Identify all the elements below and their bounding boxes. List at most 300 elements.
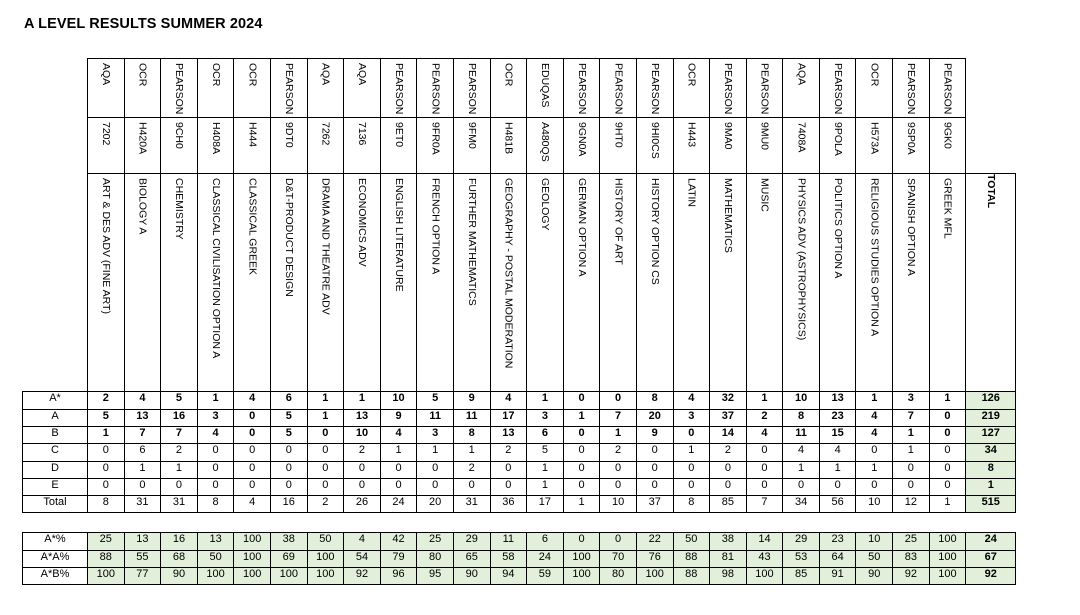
- code-cell: [270, 118, 307, 174]
- value-cell: 6: [270, 392, 307, 409]
- grade_rows-row: [23, 409, 1016, 426]
- code-cell: [746, 118, 783, 174]
- code-cell: [600, 118, 637, 174]
- value-cell: 5: [527, 444, 564, 461]
- value-cell: 9: [380, 409, 417, 426]
- value-cell: 12: [893, 496, 930, 513]
- value-cell: 31: [161, 496, 198, 513]
- value-cell: 2: [600, 444, 637, 461]
- value-cell: 58: [490, 550, 527, 567]
- value-cell: 36: [490, 496, 527, 513]
- exam-board: OCR: [685, 63, 698, 87]
- value-cell: 32: [710, 392, 747, 409]
- subject-name-cell: [161, 174, 198, 392]
- exam-board: OCR: [868, 63, 881, 87]
- value-cell: 1: [197, 392, 234, 409]
- value-cell: 0: [673, 478, 710, 495]
- exam-board: PEARSON: [758, 63, 771, 115]
- value-cell: 37: [636, 496, 673, 513]
- value-cell: 1: [307, 409, 344, 426]
- subject-name: GEOGRAPHY - POSTAL MODERATION: [502, 178, 515, 369]
- value-cell: 11: [490, 533, 527, 550]
- board-cell: [746, 59, 783, 118]
- exam-board: PEARSON: [465, 63, 478, 115]
- value-cell: 0: [88, 444, 125, 461]
- value-cell: 0: [197, 444, 234, 461]
- value-cell: 95: [417, 568, 454, 585]
- code-cell: [636, 118, 673, 174]
- grade_rows-row: [23, 478, 1016, 495]
- subject-code: A480QS: [539, 122, 552, 163]
- value-cell: 54: [344, 550, 381, 567]
- value-cell: 0: [819, 478, 856, 495]
- board-cell: [270, 59, 307, 118]
- board-cell: [527, 59, 564, 118]
- value-cell: 91: [819, 568, 856, 585]
- value-cell: 4: [344, 533, 381, 550]
- value-cell: 65: [453, 550, 490, 567]
- row-total: 1: [966, 478, 1016, 495]
- value-cell: 0: [234, 409, 271, 426]
- row-total: 34: [966, 444, 1016, 461]
- code-cell: [234, 118, 271, 174]
- value-cell: 6: [527, 426, 564, 443]
- row-total: 67: [966, 550, 1016, 567]
- value-cell: 3: [417, 426, 454, 443]
- subject-code: H443: [685, 122, 698, 148]
- value-cell: 0: [270, 478, 307, 495]
- grade_rows-row: [23, 392, 1016, 409]
- board-cell: [636, 59, 673, 118]
- code-cell: [88, 118, 125, 174]
- value-cell: 0: [380, 478, 417, 495]
- value-cell: 0: [636, 478, 673, 495]
- value-cell: 1: [417, 444, 454, 461]
- subject-name: LATIN: [685, 178, 698, 208]
- percent_rows-row: [23, 568, 1016, 585]
- exam-board: PEARSON: [283, 63, 296, 115]
- subject-name: GERMAN OPTION A: [575, 178, 588, 277]
- value-cell: 90: [856, 568, 893, 585]
- board-cell: [417, 59, 454, 118]
- board-cell: [893, 59, 930, 118]
- subject-code: H444: [246, 122, 259, 148]
- value-cell: 4: [234, 496, 271, 513]
- value-cell: 0: [563, 478, 600, 495]
- value-cell: 22: [636, 533, 673, 550]
- value-cell: 25: [88, 533, 125, 550]
- row-total: 92: [966, 568, 1016, 585]
- value-cell: 0: [563, 392, 600, 409]
- subject-code: 9ET0: [392, 122, 405, 148]
- value-cell: 100: [234, 568, 271, 585]
- subject-name-cell: [893, 174, 930, 392]
- value-cell: 4: [380, 426, 417, 443]
- value-cell: 10: [856, 533, 893, 550]
- subject-name: FRENCH OPTION A: [429, 178, 442, 275]
- board-cell: [380, 59, 417, 118]
- value-cell: 88: [673, 550, 710, 567]
- subject-name-cell: [417, 174, 454, 392]
- value-cell: 7: [893, 409, 930, 426]
- exam-board: PEARSON: [173, 63, 186, 115]
- value-cell: 100: [234, 550, 271, 567]
- value-cell: 1: [929, 496, 966, 513]
- board-cell: [929, 59, 966, 118]
- value-cell: 13: [197, 533, 234, 550]
- exam-board: EDUQAS: [539, 63, 552, 108]
- value-cell: 100: [746, 568, 783, 585]
- value-cell: 94: [490, 568, 527, 585]
- value-cell: 7: [600, 409, 637, 426]
- value-cell: 1: [527, 392, 564, 409]
- total-corner: [966, 59, 1016, 174]
- code-cell: [819, 118, 856, 174]
- value-cell: 31: [453, 496, 490, 513]
- value-cell: 0: [929, 444, 966, 461]
- board-cell: [88, 59, 125, 118]
- value-cell: 17: [490, 409, 527, 426]
- value-cell: 5: [270, 426, 307, 443]
- percent_rows-row: [23, 533, 1016, 550]
- exam-board: OCR: [246, 63, 259, 87]
- subject-code: 9POLA: [831, 122, 844, 157]
- board-cell: [819, 59, 856, 118]
- subject-name: CHEMISTRY: [173, 178, 186, 241]
- subject-name: PHYSICS ADV (ASTROPHYSICS): [795, 178, 808, 341]
- row-label: D: [23, 461, 88, 478]
- value-cell: 23: [819, 533, 856, 550]
- subject-code: 9HT0: [612, 122, 625, 149]
- value-cell: 2: [88, 392, 125, 409]
- value-cell: 0: [746, 461, 783, 478]
- value-cell: 25: [417, 533, 454, 550]
- subject-name: DRAMA AND THEATRE ADV: [319, 178, 332, 316]
- value-cell: 1: [563, 496, 600, 513]
- value-cell: 31: [124, 496, 161, 513]
- value-cell: 1: [893, 444, 930, 461]
- subject-name-cell: [527, 174, 564, 392]
- subject-code: 9FR0A: [429, 122, 442, 156]
- subject-code: 7262: [319, 122, 332, 146]
- value-cell: 4: [856, 426, 893, 443]
- code-cell: [124, 118, 161, 174]
- subject-code: 7408A: [795, 122, 808, 153]
- value-cell: 9: [636, 426, 673, 443]
- subject-code: H573A: [868, 122, 881, 155]
- value-cell: 0: [600, 392, 637, 409]
- row-label: A*A%: [23, 550, 88, 567]
- row-total: 127: [966, 426, 1016, 443]
- value-cell: 29: [783, 533, 820, 550]
- page-title: A LEVEL RESULTS SUMMER 2024: [24, 16, 263, 32]
- value-cell: 0: [417, 461, 454, 478]
- value-cell: 0: [710, 478, 747, 495]
- value-cell: 8: [636, 392, 673, 409]
- value-cell: 0: [307, 426, 344, 443]
- value-cell: 8: [88, 496, 125, 513]
- row-label: A*B%: [23, 568, 88, 585]
- code-cell: [710, 118, 747, 174]
- value-cell: 3: [197, 409, 234, 426]
- code-cell: [929, 118, 966, 174]
- value-cell: 1: [783, 461, 820, 478]
- value-cell: 4: [490, 392, 527, 409]
- code-cell: [380, 118, 417, 174]
- subject-name-cell: [453, 174, 490, 392]
- spacer-cell: [23, 513, 1016, 533]
- code-cell: [161, 118, 198, 174]
- value-cell: 7: [161, 426, 198, 443]
- value-cell: 0: [307, 478, 344, 495]
- value-cell: 1: [453, 444, 490, 461]
- value-cell: 20: [636, 409, 673, 426]
- value-cell: 68: [161, 550, 198, 567]
- value-cell: 1: [856, 461, 893, 478]
- value-cell: 100: [636, 568, 673, 585]
- value-cell: 8: [783, 409, 820, 426]
- grade_rows-row: [23, 496, 1016, 513]
- value-cell: 13: [819, 392, 856, 409]
- value-cell: 0: [856, 478, 893, 495]
- value-cell: 0: [234, 444, 271, 461]
- subject-code: 9HI0CS: [648, 122, 661, 160]
- subject-name: RELIGIOUS STUDIES OPTION A: [868, 178, 881, 337]
- subject-name-cell: [344, 174, 381, 392]
- exam-board: OCR: [209, 63, 222, 87]
- board-row: [23, 59, 1016, 118]
- value-cell: 2: [453, 461, 490, 478]
- subject-name-cell: [600, 174, 637, 392]
- value-cell: 100: [307, 568, 344, 585]
- value-cell: 13: [124, 409, 161, 426]
- value-cell: 0: [563, 461, 600, 478]
- spacer-row: [23, 513, 1016, 533]
- value-cell: 13: [344, 409, 381, 426]
- value-cell: 70: [600, 550, 637, 567]
- value-cell: 55: [124, 550, 161, 567]
- value-cell: 92: [893, 568, 930, 585]
- subject-code: 7202: [100, 122, 113, 146]
- exam-board: OCR: [136, 63, 149, 87]
- board-cell: [124, 59, 161, 118]
- subject-name-cell: [710, 174, 747, 392]
- value-cell: 1: [563, 409, 600, 426]
- subject-name-cell: [490, 174, 527, 392]
- value-cell: 80: [417, 550, 454, 567]
- value-cell: 7: [746, 496, 783, 513]
- value-cell: 38: [270, 533, 307, 550]
- value-cell: 0: [600, 478, 637, 495]
- code-cell: [893, 118, 930, 174]
- value-cell: 0: [490, 461, 527, 478]
- value-cell: 16: [270, 496, 307, 513]
- value-cell: 4: [124, 392, 161, 409]
- subject-name-cell: [783, 174, 820, 392]
- value-cell: 5: [270, 409, 307, 426]
- value-cell: 90: [161, 568, 198, 585]
- board-cell: [234, 59, 271, 118]
- subject-name-cell: [929, 174, 966, 392]
- value-cell: 4: [856, 409, 893, 426]
- value-cell: 1: [527, 478, 564, 495]
- value-cell: 1: [88, 426, 125, 443]
- code-cell: [453, 118, 490, 174]
- value-cell: 81: [710, 550, 747, 567]
- subject-code: 9MU0: [758, 122, 771, 151]
- value-cell: 14: [710, 426, 747, 443]
- value-cell: 1: [929, 392, 966, 409]
- subject-name: SPANISH OPTION A: [905, 178, 918, 277]
- exam-board: PEARSON: [648, 63, 661, 115]
- value-cell: 0: [673, 426, 710, 443]
- row-total: 24: [966, 533, 1016, 550]
- value-cell: 85: [710, 496, 747, 513]
- value-cell: 0: [783, 478, 820, 495]
- value-cell: 4: [746, 426, 783, 443]
- value-cell: 100: [234, 533, 271, 550]
- value-cell: 0: [234, 461, 271, 478]
- value-cell: 0: [563, 426, 600, 443]
- value-cell: 24: [527, 550, 564, 567]
- row-label: A*: [23, 392, 88, 409]
- subject-name: BIOLOGY A: [136, 178, 149, 235]
- value-cell: 0: [380, 461, 417, 478]
- value-cell: 2: [307, 496, 344, 513]
- board-cell: [307, 59, 344, 118]
- value-cell: 50: [197, 550, 234, 567]
- value-cell: 1: [124, 461, 161, 478]
- subject-name: ECONOMICS ADV: [356, 178, 369, 268]
- subject-name-cell: [197, 174, 234, 392]
- value-cell: 0: [929, 478, 966, 495]
- code-cell: [490, 118, 527, 174]
- total-header-cell: [966, 174, 1016, 392]
- value-cell: 79: [380, 550, 417, 567]
- subject-name-cell: [270, 174, 307, 392]
- subject-name: MATHEMATICS: [722, 178, 735, 254]
- value-cell: 0: [563, 533, 600, 550]
- value-cell: 16: [161, 409, 198, 426]
- value-cell: 0: [270, 444, 307, 461]
- value-cell: 100: [563, 568, 600, 585]
- value-cell: 0: [600, 533, 637, 550]
- value-cell: 3: [673, 409, 710, 426]
- value-cell: 90: [453, 568, 490, 585]
- value-cell: 0: [270, 461, 307, 478]
- board-cell: [490, 59, 527, 118]
- value-cell: 76: [636, 550, 673, 567]
- grade_rows-row: [23, 461, 1016, 478]
- value-cell: 100: [197, 568, 234, 585]
- value-cell: 5: [88, 409, 125, 426]
- value-cell: 25: [893, 533, 930, 550]
- board-cell: [673, 59, 710, 118]
- subject-name: HISTORY OF ART: [612, 178, 625, 266]
- value-cell: 88: [673, 568, 710, 585]
- subject-code: 9SP0A: [905, 122, 918, 156]
- value-cell: 3: [527, 409, 564, 426]
- value-cell: 10: [380, 392, 417, 409]
- row-label: E: [23, 478, 88, 495]
- subject-name-cell: [124, 174, 161, 392]
- value-cell: 43: [746, 550, 783, 567]
- value-cell: 100: [929, 550, 966, 567]
- subject-name-cell: [307, 174, 344, 392]
- value-cell: 4: [197, 426, 234, 443]
- value-cell: 10: [856, 496, 893, 513]
- exam-board: PEARSON: [429, 63, 442, 115]
- exam-board: OCR: [502, 63, 515, 87]
- subject-name: D&T-PRODUCT DESIGN: [283, 178, 296, 298]
- value-cell: 13: [124, 533, 161, 550]
- subject-name-cell: [380, 174, 417, 392]
- value-cell: 29: [453, 533, 490, 550]
- value-cell: 2: [344, 444, 381, 461]
- subject-name-cell: [819, 174, 856, 392]
- value-cell: 0: [636, 444, 673, 461]
- subject-name: ART & DES ADV (FINE ART): [100, 178, 113, 315]
- value-cell: 4: [234, 392, 271, 409]
- row-label: B: [23, 426, 88, 443]
- value-cell: 0: [710, 461, 747, 478]
- value-cell: 1: [527, 461, 564, 478]
- value-cell: 0: [197, 461, 234, 478]
- exam-board: PEARSON: [392, 63, 405, 115]
- row-label: A*%: [23, 533, 88, 550]
- value-cell: 1: [893, 426, 930, 443]
- subject-code: 7136: [356, 122, 369, 146]
- value-cell: 15: [819, 426, 856, 443]
- code-cell: [673, 118, 710, 174]
- value-cell: 37: [710, 409, 747, 426]
- exam-board: PEARSON: [905, 63, 918, 115]
- value-cell: 11: [783, 426, 820, 443]
- value-cell: 16: [161, 533, 198, 550]
- subject-code: H408A: [209, 122, 222, 155]
- value-cell: 0: [197, 478, 234, 495]
- code-cell: [783, 118, 820, 174]
- value-cell: 1: [380, 444, 417, 461]
- value-cell: 0: [88, 461, 125, 478]
- value-cell: 8: [673, 496, 710, 513]
- value-cell: 0: [893, 461, 930, 478]
- board-cell: [600, 59, 637, 118]
- value-cell: 85: [783, 568, 820, 585]
- percent_rows-row: [23, 550, 1016, 567]
- value-cell: 0: [856, 444, 893, 461]
- exam-board: AQA: [356, 63, 369, 86]
- board-cell: [783, 59, 820, 118]
- code-cell: [197, 118, 234, 174]
- value-cell: 0: [344, 461, 381, 478]
- value-cell: 0: [893, 478, 930, 495]
- value-cell: 0: [746, 444, 783, 461]
- value-cell: 0: [344, 478, 381, 495]
- row-label: C: [23, 444, 88, 461]
- subject-name-cell: [234, 174, 271, 392]
- value-cell: 0: [490, 478, 527, 495]
- value-cell: 0: [746, 478, 783, 495]
- value-cell: 23: [819, 409, 856, 426]
- value-cell: 0: [307, 444, 344, 461]
- exam-board: PEARSON: [575, 63, 588, 115]
- value-cell: 1: [344, 392, 381, 409]
- value-cell: 80: [600, 568, 637, 585]
- value-cell: 100: [88, 568, 125, 585]
- subject-name: GREEK MFL: [941, 178, 954, 240]
- subject-code: H420A: [136, 122, 149, 155]
